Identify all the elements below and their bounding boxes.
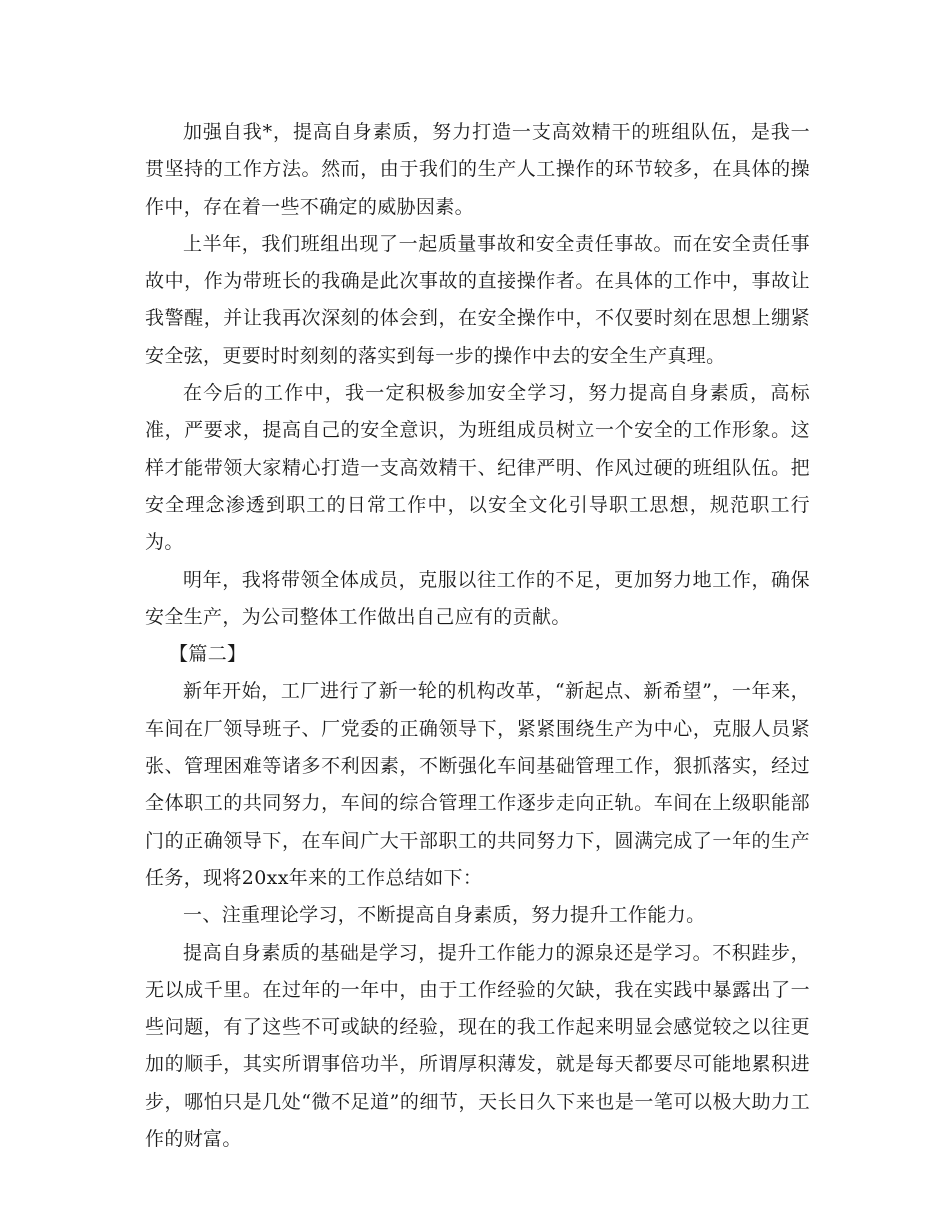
paragraph-learning: 提高自身素质的基础是学习，提升工作能力的源泉还是学习。不积跬步，无以成千里。在过年的一年中，由于工作经验的欠缺，我在实践中暴露出了一些问题，有了这些不可或缺的经验，现在的我工作起来明显会感觉较之以往更加的顺手，其实所谓事倍功半，所谓厚积薄发，就是每天都要尽可能地累积进步，哪怕只是几处“微不足道”的细节，天长日久下来也是一笔可以极大助力工作的财富。 xyxy=(145,941,810,1151)
paragraph-future-work: 在今后的工作中，我一定积极参加安全学习，努力提高自身素质，高标准，严要求，提高自己的安全意识，为班组成员树立一个安全的工作形象。这样才能带领大家精心打造一支高效精干、纪律严明、作风过硬的班组队伍。把安全理念渗透到职工的日常工作中，以安全文化引导职工思想，规范职工行为。 xyxy=(145,382,810,554)
document-body xyxy=(145,114,810,1158)
paragraph-point-one: 一、注重理论学习，不断提高自身素质，努力提升工作能力。 xyxy=(183,904,706,927)
section-heading: 【篇二】 xyxy=(169,643,247,666)
paragraph-self-improvement: 加强自我*，提高自身素质，努力打造一支高效精干的班组队伍，是我一贯坚持的工作方法。然而，由于我们的生产人工操作的环节较多，在具体的操作中，存在着一些不确定的威胁因素。 xyxy=(145,121,810,218)
paragraph-new-year: 新年开始，工厂进行了新一轮的机构改革，“新起点、新希望”，一年来，车间在厂领导班子、厂党委的正确领导下，紧紧围绕生产为中心，克服人员紧张、管理困难等诸多不利因素，不断强化车间基础管理工作，狠抓落实，经过全体职工的共同努力，车间的综合管理工作逐步走向正轨。车间在上级职能部门的正确领导下，在车间广大干部职工的共同努力下，圆满完成了一年的生产任务，现将20xx年来的工作总结如下： xyxy=(145,680,810,889)
paragraph-next-year: 明年，我将带领全体成员，克服以往工作的不足，更加努力地工作，确保安全生产，为公司整体工作做出自己应有的贡献。 xyxy=(145,568,810,628)
paragraph-accident: 上半年，我们班组出现了一起质量事故和安全责任事故。而在安全责任事故中，作为带班长的我确是此次事故的直接操作者。在具体的工作中，事故让我警醒，并让我再次深刻的体会到，在安全操作中，不仅要时刻在思想上绷紧安全弦，更要时时刻刻的落实到每一步的操作中去的安全生产真理。 xyxy=(145,232,810,367)
